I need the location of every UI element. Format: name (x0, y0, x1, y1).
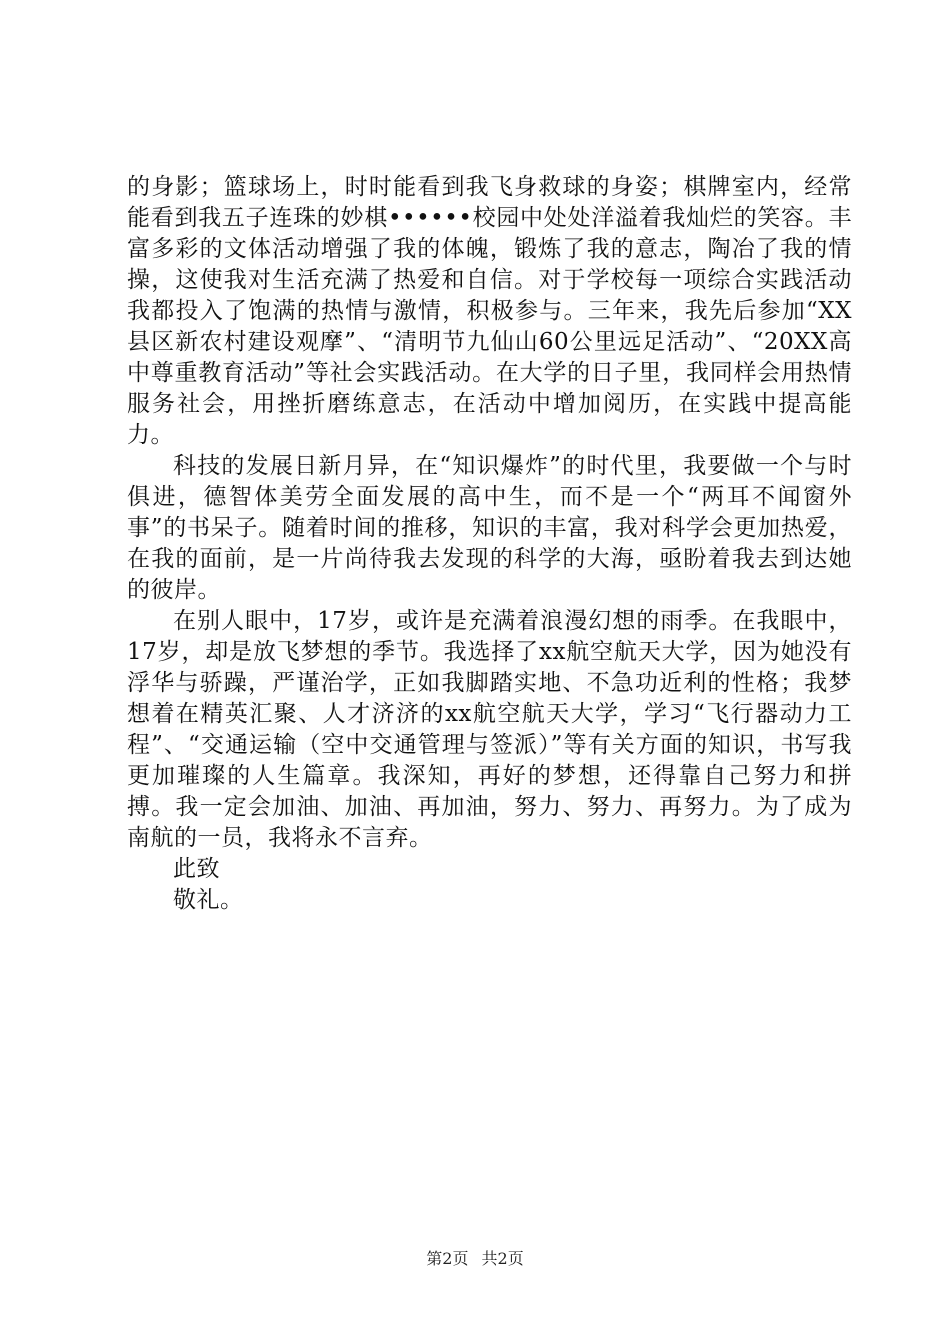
page-footer (0, 1246, 950, 1269)
closing-regards: 敬礼。 (173, 887, 244, 913)
page-total: 共2页 (481, 1249, 524, 1268)
paragraph-dream: 在别人眼中，17岁，或许是充满着浪漫幻想的雨季。在我眼中，17岁，却是放飞梦想的季节。我选择了xx航空航天大学，因为她没有浮华与骄躁，严谨治学，正如我脚踏实地、不急功近利的性格；我梦想着在精英汇聚、人才济济的xx航空航天大学，学习“飞行器动力工程”、“交通运输（空中交通管理与签派）”等有关方面的知识，书写我更加璀璨的人生篇章。我深知，再好的梦想，还得靠自己努力和拼搏。我一定会加油、加油、再加油，努力、努力、再努力。为了成为南航的一员，我将永不言弃。 (127, 608, 852, 851)
page-number: 第2页 (426, 1249, 469, 1268)
letter-body (127, 172, 852, 916)
closing-salutation: 此致 (173, 856, 220, 882)
paragraph-activities: 的身影；篮球场上，时时能看到我飞身救球的身姿；棋牌室内，经常能看到我五子连珠的妙棋••••••校园中处处洋溢着我灿烂的笑容。丰富多彩的文体活动增强了我的体魄，锻炼了我的意志，陶冶了我的情操，这使我对生活充满了热爱和自信。对于学校每一项综合实践活动我都投入了饱满的热情与激情，积极参与。三年来，我先后参加“XX县区新农村建设观摩”、“清明节九仙山60公里远足活动”、“20XX高中尊重教育活动”等社会实践活动。在大学的日子里，我同样会用热情服务社会，用挫折磨练意志，在活动中增加阅历，在实践中提高能力。 (127, 174, 852, 448)
paragraph-science: 科技的发展日新月异，在“知识爆炸”的时代里，我要做一个与时俱进，德智体美劳全面发展的高中生，而不是一个“两耳不闻窗外事”的书呆子。随着时间的推移，知识的丰富，我对科学会更加热爱，在我的面前，是一片尚待我去发现的科学的大海，亟盼着我去到达她的彼岸。 (127, 453, 852, 603)
